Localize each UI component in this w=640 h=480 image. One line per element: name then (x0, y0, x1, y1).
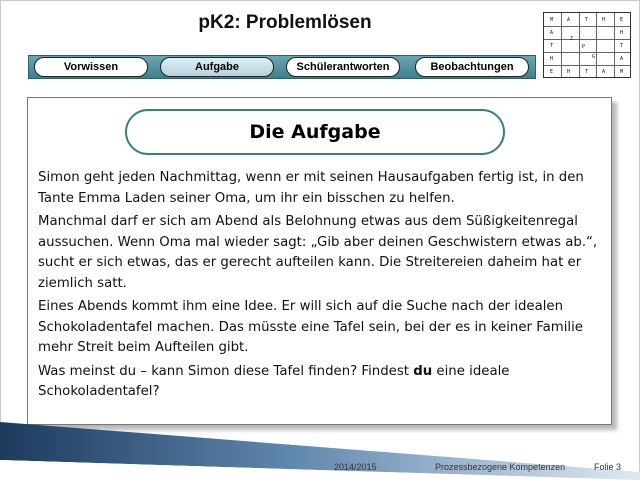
logo-letter: T (585, 17, 589, 23)
logo-letter: M (620, 69, 624, 75)
task-text (38, 168, 604, 406)
mathe-logo (543, 12, 631, 78)
footer-page-number: Folie 3 (594, 462, 622, 472)
nav-button-beobachtungen[interactable]: Beobachtungen (415, 57, 529, 77)
logo-letter: H (602, 17, 606, 23)
nav-button-schuelerantworten[interactable]: Schülerantworten (286, 57, 400, 77)
task-paragraph: Manchmal darf er sich am Abend als Belohnung etwas aus dem Süßigkeitenregal aussuchen. Wenn Oma mal wieder sagt: „Gib aber deinen Geschwistern etwas ab.“, sucht er sich etwas, das er gerecht aufteilen kann. Die Streitereien daheim hat er ziemlich satt. (38, 214, 598, 291)
question-text: eine ideale Schokoladentafel? (38, 363, 510, 399)
nav-button-vorwissen[interactable]: Vorwissen (34, 57, 148, 77)
nav-button-aufgabe[interactable]: Aufgabe (160, 57, 274, 77)
task-question (38, 362, 604, 403)
question-text: Was meinst du – kann Simon diese Tafel finden? Findest (38, 363, 414, 379)
logo-letter: P (582, 44, 586, 50)
logo-letter: T (585, 69, 589, 75)
logo-letter: T (620, 43, 624, 49)
logo-letter: E (550, 69, 554, 75)
logo-letter: A (567, 17, 571, 23)
nav-bar (28, 55, 536, 79)
logo-letter: Z (570, 36, 574, 42)
logo-letter: E (620, 17, 624, 23)
logo-letter: A (550, 30, 554, 36)
logo-letter: H (550, 56, 554, 62)
question-emphasis: du (413, 363, 433, 379)
footer-subject: Prozessbezogene Kompetenzen (435, 462, 566, 472)
task-paragraph: Eines Abends kommt ihm eine Idee. Er will sich auf die Suche nach der idealen Schokoladentafel machen. Das müsste eine Tafel sein, bei der es in keiner Familie mehr Streit beim Aufteilen gibt. (38, 299, 583, 355)
logo-letter: A (602, 69, 606, 75)
footer-year: 2014/2015 (334, 462, 377, 472)
logo-letter: A (620, 56, 624, 62)
logo-letter: G (592, 54, 596, 60)
content-heading: Die Aufgabe (125, 109, 505, 155)
logo-letter: H (567, 69, 571, 75)
logo-letter: T (550, 43, 554, 49)
logo-letter: H (620, 30, 624, 36)
content-panel (27, 97, 612, 425)
slide-title: pK2: Problemlösen (198, 12, 372, 33)
logo-letter: M (550, 17, 554, 23)
task-paragraph: Simon geht jeden Nachmittag, wenn er mit seinen Hausaufgaben fertig ist, in den Tante Emma Laden seiner Oma, um ihr ein bisschen zu helfen. (38, 170, 584, 206)
